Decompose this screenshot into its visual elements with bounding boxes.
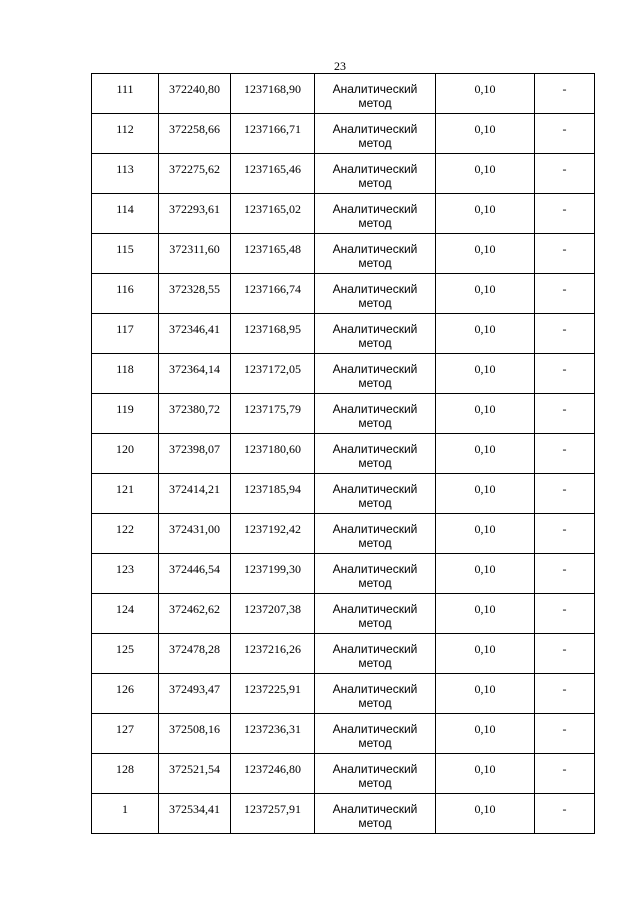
y-coordinate: 1237166,71 [244,122,301,136]
accuracy-cell [436,514,535,554]
accuracy-value: 0,10 [474,162,496,176]
y-coordinate-cell [231,154,315,194]
method-line-1: Аналитический [332,682,418,696]
point-number-cell [92,674,159,714]
point-number: 128 [116,762,134,776]
method-line-1: Аналитический [332,802,418,816]
method-line-1: Аналитический [332,602,418,616]
point-number-cell [92,634,159,674]
accuracy-cell [436,394,535,434]
y-coordinate: 1237175,79 [244,402,301,416]
accuracy-cell [436,154,535,194]
accuracy-value: 0,10 [474,642,496,656]
page-number: 23 [334,59,346,73]
note-cell [535,714,595,754]
x-coordinate: 372364,14 [169,362,220,376]
method-line-2: метод [358,96,392,110]
method-line-1: Аналитический [332,562,418,576]
x-coordinate: 372414,21 [169,482,220,496]
x-coordinate: 372478,28 [169,642,220,656]
x-coordinate: 372534,41 [169,802,220,816]
method-line-2: метод [358,496,392,510]
method-line-1: Аналитический [332,202,418,216]
note-cell [535,674,595,714]
x-coordinate: 372380,72 [169,402,220,416]
y-coordinate: 1237166,74 [244,282,301,296]
method-cell [315,274,436,314]
method-cell [315,514,436,554]
table-row [92,514,595,554]
note-cell [535,114,595,154]
y-coordinate-cell [231,674,315,714]
y-coordinate: 1237216,26 [244,642,301,656]
method-cell [315,794,436,834]
method-line-1: Аналитический [332,522,418,536]
method-line-1: Аналитический [332,322,418,336]
note-value: - [562,242,567,256]
y-coordinate-cell [231,234,315,274]
x-coordinate-cell [159,74,231,114]
method-line-2: метод [358,736,392,750]
point-number-cell [92,194,159,234]
note-value: - [562,442,567,456]
accuracy-value: 0,10 [474,82,496,96]
point-number-cell [92,354,159,394]
y-coordinate-cell [231,74,315,114]
x-coordinate-cell [159,634,231,674]
method-cell [315,354,436,394]
method-line-2: метод [358,336,392,350]
point-number: 121 [116,482,134,496]
note-value: - [562,322,567,336]
point-number: 117 [116,322,134,336]
note-cell [535,514,595,554]
accuracy-cell [436,714,535,754]
x-coordinate: 372311,60 [169,242,220,256]
note-value: - [562,522,567,536]
method-line-2: метод [358,696,392,710]
method-line-2: метод [358,816,392,830]
table-row [92,314,595,354]
x-coordinate: 372398,07 [169,442,220,456]
point-number-cell [92,794,159,834]
table-row [92,114,595,154]
x-coordinate: 372346,41 [169,322,220,336]
y-coordinate-cell [231,594,315,634]
y-coordinate: 1237257,91 [244,802,301,816]
x-coordinate-cell [159,114,231,154]
note-value: - [562,162,567,176]
y-coordinate-cell [231,714,315,754]
table-row [92,754,595,794]
point-number: 114 [116,202,134,216]
x-coordinate: 372328,55 [169,282,220,296]
method-cell [315,634,436,674]
point-number: 119 [116,402,134,416]
table-row [92,234,595,274]
note-cell [535,314,595,354]
method-line-1: Аналитический [332,722,418,736]
point-number-cell [92,274,159,314]
method-line-2: метод [358,656,392,670]
x-coordinate-cell [159,314,231,354]
method-line-1: Аналитический [332,402,418,416]
accuracy-cell [436,754,535,794]
x-coordinate-cell [159,394,231,434]
method-line-2: метод [358,576,392,590]
accuracy-cell [436,234,535,274]
point-number: 111 [116,82,134,96]
point-number: 122 [116,522,134,536]
method-cell [315,114,436,154]
method-line-2: метод [358,416,392,430]
point-number-cell [92,714,159,754]
accuracy-value: 0,10 [474,602,496,616]
note-value: - [562,362,567,376]
table-row [92,594,595,634]
point-number: 113 [116,162,134,176]
note-value: - [562,602,567,616]
accuracy-value: 0,10 [474,802,496,816]
y-coordinate: 1237207,38 [244,602,301,616]
x-coordinate: 372508,16 [169,722,220,736]
accuracy-value: 0,10 [474,762,496,776]
accuracy-cell [436,474,535,514]
accuracy-value: 0,10 [474,442,496,456]
method-line-1: Аналитический [332,162,418,176]
x-coordinate: 372521,54 [169,762,220,776]
method-cell [315,594,436,634]
note-cell [535,474,595,514]
method-cell [315,154,436,194]
accuracy-value: 0,10 [474,562,496,576]
x-coordinate: 372462,62 [169,602,220,616]
point-number: 1 [122,802,128,816]
method-line-2: метод [358,456,392,470]
y-coordinate: 1237199,30 [244,562,301,576]
accuracy-cell [436,674,535,714]
y-coordinate-cell [231,754,315,794]
method-cell [315,434,436,474]
y-coordinate-cell [231,314,315,354]
y-coordinate-cell [231,114,315,154]
accuracy-cell [436,354,535,394]
accuracy-value: 0,10 [474,202,496,216]
y-coordinate: 1237165,02 [244,202,301,216]
point-number-cell [92,594,159,634]
x-coordinate-cell [159,154,231,194]
method-cell [315,314,436,354]
accuracy-cell [436,74,535,114]
y-coordinate: 1237236,31 [244,722,301,736]
x-coordinate-cell [159,754,231,794]
method-line-2: метод [358,296,392,310]
note-cell [535,154,595,194]
table-row [92,194,595,234]
x-coordinate: 372431,00 [169,522,220,536]
point-number-cell [92,754,159,794]
point-number: 120 [116,442,134,456]
y-coordinate: 1237172,05 [244,362,301,376]
y-coordinate-cell [231,554,315,594]
x-coordinate-cell [159,354,231,394]
note-cell [535,354,595,394]
x-coordinate: 372446,54 [169,562,220,576]
method-cell [315,394,436,434]
y-coordinate-cell [231,194,315,234]
accuracy-cell [436,594,535,634]
accuracy-cell [436,274,535,314]
y-coordinate-cell [231,434,315,474]
method-line-2: метод [358,776,392,790]
point-number-cell [92,314,159,354]
note-value: - [562,682,567,696]
accuracy-cell [436,114,535,154]
table-row [92,394,595,434]
point-number: 116 [116,282,134,296]
note-cell [535,274,595,314]
x-coordinate-cell [159,274,231,314]
table-body [92,74,595,834]
y-coordinate: 1237168,95 [244,322,301,336]
method-line-1: Аналитический [332,442,418,456]
point-number-cell [92,434,159,474]
table-row [92,794,595,834]
method-cell [315,714,436,754]
method-cell [315,194,436,234]
table-row [92,74,595,114]
x-coordinate: 372258,66 [169,122,220,136]
method-line-2: метод [358,376,392,390]
table-row [92,354,595,394]
note-value: - [562,282,567,296]
table-row [92,674,595,714]
y-coordinate: 1237180,60 [244,442,301,456]
method-cell [315,554,436,594]
x-coordinate-cell [159,234,231,274]
note-cell [535,594,595,634]
note-cell [535,754,595,794]
y-coordinate-cell [231,474,315,514]
accuracy-value: 0,10 [474,242,496,256]
method-cell [315,74,436,114]
note-cell [535,634,595,674]
note-value: - [562,482,567,496]
table-row [92,714,595,754]
accuracy-value: 0,10 [474,122,496,136]
method-line-1: Аналитический [332,362,418,376]
y-coordinate: 1237225,91 [244,682,301,696]
point-number-cell [92,114,159,154]
note-cell [535,794,595,834]
point-number: 118 [116,362,134,376]
note-value: - [562,722,567,736]
point-number-cell [92,154,159,194]
point-number-cell [92,474,159,514]
point-number-cell [92,234,159,274]
table-row [92,154,595,194]
accuracy-value: 0,10 [474,322,496,336]
point-number: 112 [116,122,134,136]
x-coordinate-cell [159,194,231,234]
y-coordinate-cell [231,274,315,314]
method-line-1: Аналитический [332,762,418,776]
y-coordinate-cell [231,354,315,394]
note-value: - [562,562,567,576]
method-cell [315,474,436,514]
accuracy-cell [436,634,535,674]
point-number: 124 [116,602,134,616]
y-coordinate-cell [231,794,315,834]
accuracy-value: 0,10 [474,522,496,536]
y-coordinate-cell [231,394,315,434]
method-line-2: метод [358,136,392,150]
point-number-cell [92,394,159,434]
table-row [92,474,595,514]
note-value: - [562,642,567,656]
point-number-cell [92,74,159,114]
x-coordinate-cell [159,434,231,474]
note-cell [535,394,595,434]
accuracy-cell [436,554,535,594]
accuracy-cell [436,314,535,354]
accuracy-value: 0,10 [474,682,496,696]
x-coordinate-cell [159,714,231,754]
method-cell [315,754,436,794]
note-cell [535,74,595,114]
accuracy-cell [436,194,535,234]
note-cell [535,554,595,594]
method-line-2: метод [358,216,392,230]
note-cell [535,434,595,474]
point-number: 115 [116,242,134,256]
x-coordinate: 372240,80 [169,82,220,96]
x-coordinate-cell [159,794,231,834]
x-coordinate: 372275,62 [169,162,220,176]
x-coordinate-cell [159,514,231,554]
method-line-1: Аналитический [332,242,418,256]
table-row [92,634,595,674]
point-number-cell [92,554,159,594]
accuracy-value: 0,10 [474,722,496,736]
method-line-1: Аналитический [332,82,418,96]
point-number: 127 [116,722,134,736]
note-value: - [562,802,567,816]
point-number: 123 [116,562,134,576]
note-value: - [562,402,567,416]
point-number: 126 [116,682,134,696]
accuracy-value: 0,10 [474,482,496,496]
method-line-1: Аналитический [332,642,418,656]
method-cell [315,674,436,714]
note-value: - [562,122,567,136]
accuracy-value: 0,10 [474,362,496,376]
method-line-2: метод [358,176,392,190]
x-coordinate-cell [159,554,231,594]
y-coordinate-cell [231,514,315,554]
note-cell [535,234,595,274]
method-line-2: метод [358,616,392,630]
method-line-2: метод [358,536,392,550]
table-row [92,274,595,314]
accuracy-cell [436,794,535,834]
note-value: - [562,762,567,776]
point-number-cell [92,514,159,554]
y-coordinate: 1237192,42 [244,522,301,536]
table-row [92,554,595,594]
x-coordinate: 372293,61 [169,202,220,216]
x-coordinate-cell [159,674,231,714]
method-line-2: метод [358,256,392,270]
method-cell [315,234,436,274]
coordinates-table [91,73,595,834]
y-coordinate: 1237185,94 [244,482,301,496]
method-line-1: Аналитический [332,122,418,136]
note-cell [535,194,595,234]
note-value: - [562,82,567,96]
note-value: - [562,202,567,216]
x-coordinate: 372493,47 [169,682,220,696]
point-number: 125 [116,642,134,656]
y-coordinate-cell [231,634,315,674]
x-coordinate-cell [159,594,231,634]
x-coordinate-cell [159,474,231,514]
y-coordinate: 1237168,90 [244,82,301,96]
accuracy-value: 0,10 [474,282,496,296]
y-coordinate: 1237165,46 [244,162,301,176]
table-row [92,434,595,474]
y-coordinate: 1237165,48 [244,242,301,256]
accuracy-value: 0,10 [474,402,496,416]
y-coordinate: 1237246,80 [244,762,301,776]
method-line-1: Аналитический [332,482,418,496]
method-line-1: Аналитический [332,282,418,296]
accuracy-cell [436,434,535,474]
